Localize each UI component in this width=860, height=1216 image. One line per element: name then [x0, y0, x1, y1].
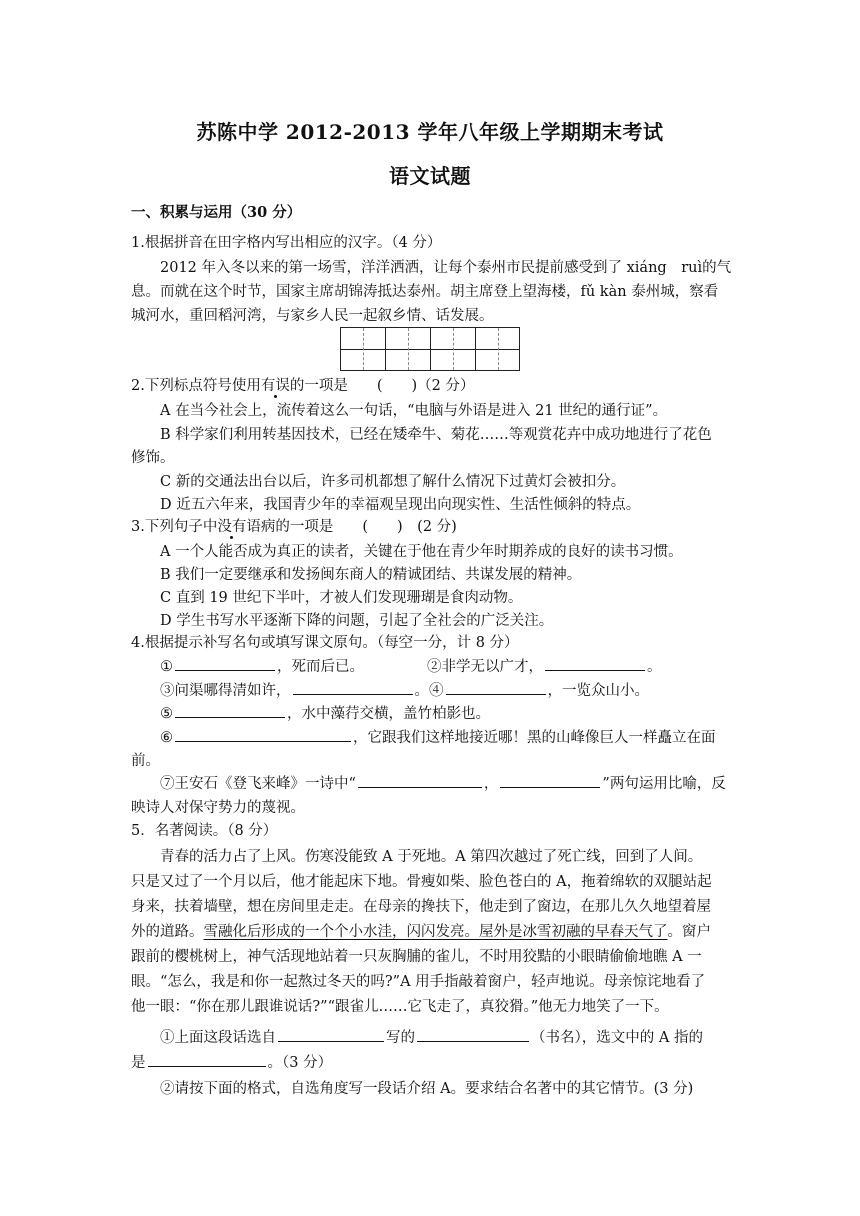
grid-cell-divider: [430, 328, 431, 370]
q2-option-c: C 新的交通法出台以后，许多司机都想了解什么情况下过黄灯会被扣分。: [160, 474, 626, 490]
q2-option-a: A 在当今社会上，流传着这么一句话，“电脑与外语是进入 21 世纪的通行证”。: [160, 403, 668, 419]
answer-blank[interactable]: [446, 680, 546, 695]
q1-line-2: 息。而就在这个时节，国家主席胡锦涛抵达泰州。胡主席登上望海楼，fǔ kàn 泰州城，察看: [131, 284, 719, 300]
q2-option-d: D 近五六年来，我国青少年的幸福观呈现出向现实性、生活性倾斜的特点。: [160, 497, 641, 513]
q4-item-2: ②非学无以广才， 。: [427, 656, 662, 678]
q4-item-7: ⑦王安石《登飞来峰》一诗中“ ， ”两句运用比喻，反: [160, 773, 726, 795]
q4-item-6: ⑥ ，它跟我们这样地接近哪！黑的山峰像巨人一样矗立在面: [160, 727, 716, 749]
answer-blank[interactable]: [278, 1027, 384, 1042]
q2-stem: 2.下列标点符号使用有误的一项是 ( )（2 分）: [131, 378, 475, 394]
grid-dashed-line: [498, 328, 499, 370]
q4-stem: 4.根据提示补写名句或填写课文原句。（每空一分，计 8 分）: [131, 635, 519, 651]
q4-item-1: ① ，死而后已。: [160, 656, 364, 678]
underlined-sentence: 雪融化后形成的一个个小水洼，闪闪发亮。屋外是冰雪初融的早春天气了: [203, 924, 668, 940]
q3-option-b: B 我们一定要继承和发扬闽东商人的精诚团结、共谋发展的精神。: [160, 567, 582, 583]
q5-passage-line: 他一眼：“你在那儿跟谁说话?”“跟雀儿……它飞走了，真狡猾。”他无力地笑了一下。: [131, 999, 669, 1015]
q3-stem: 3.下列句子中没有语病的一项是 ( ) (2 分): [131, 519, 457, 535]
q5-stem: 5．名著阅读。（8 分）: [131, 823, 278, 839]
answer-blank[interactable]: [417, 1027, 529, 1042]
q1-line-3: 城河水，重回稻河湾，与家乡人民一起叙乡情、话发展。: [131, 308, 494, 324]
q4-item-6-cont: 前。: [131, 753, 160, 769]
q2-option-b-cont: 修饰。: [131, 450, 175, 466]
answer-blank[interactable]: [545, 656, 645, 671]
q1-line-1: 2012 年入冬以来的第一场雪，洋洋洒洒，让每个泰州市民提前感受到了 xiáng ruì的气: [160, 260, 732, 276]
grid-dashed-line: [408, 328, 409, 370]
q3-option-d: D 学生书写水平逐渐下降的问题，引起了全社会的广泛关注。: [160, 613, 554, 629]
q5-sub-1: ①上面这段话选自 写的 （书名），选文中的 A 指的: [160, 1027, 703, 1049]
q4-item-7-cont: 映诗人对保守势力的蔑视。: [131, 800, 305, 816]
grid-cell-divider: [475, 328, 476, 370]
q3-option-c: C 直到 19 世纪下半叶，才被人们发现珊瑚是食肉动物。: [160, 590, 523, 606]
exam-subtitle: 语文试题: [389, 164, 471, 188]
answer-blank[interactable]: [175, 703, 285, 718]
answer-blank[interactable]: [293, 680, 413, 695]
answer-blank[interactable]: [148, 1052, 266, 1067]
answer-blank[interactable]: [500, 773, 600, 788]
grid-dashed-line: [363, 328, 364, 370]
q2-option-b: B 科学家们利用转基因技术，已经在矮牵牛、菊花……等观赏花卉中成功地进行了花色: [160, 427, 712, 443]
grid-dashed-line: [453, 328, 454, 370]
q5-passage-line: 青春的活力占了上风。伤寒没能致 A 于死地。A 第四次越过了死亡线，回到了人间。: [160, 849, 703, 865]
q5-passage-line: 眼。“怎么，我是和你一起熬过冬天的吗?”A 用手指敲着窗户，轻声地说。母亲惊诧地看了: [131, 974, 706, 990]
q5-sub-1-cont: 是 。（3 分）: [131, 1052, 332, 1074]
q1-stem: 1.根据拼音在田字格内写出相应的汉字。（4 分）: [131, 235, 442, 251]
q5-sub-2: ②请按下面的格式，自选角度写一段话介绍 A。要求结合名著中的其它情节。(3 分): [160, 1081, 694, 1097]
q5-passage-line: 跟前的樱桃树上，神气活现地站着一只灰胸脯的雀儿，不时用狡黠的小眼睛偷偷地瞧 A 一: [131, 949, 702, 965]
q4-item-3-4: ③问渠哪得清如许， 。④ ，一览众山小。: [160, 680, 649, 702]
answer-blank[interactable]: [175, 656, 275, 671]
q5-passage-line: 外的道路。雪融化后形成的一个个小水洼，闪闪发亮。屋外是冰雪初融的早春天气了。窗户: [131, 924, 711, 940]
q3-option-a: A 一个人能否成为真正的读者，关键在于他在青少年时期养成的良好的读书习惯。: [160, 544, 683, 560]
exam-title: 苏陈中学 2012-2013 学年八年级上学期期末考试: [196, 120, 664, 144]
q5-passage-line: 只是又过了一个月以后，他才能起床下地。骨瘦如柴、脸色苍白的 A，拖着绵软的双腿站起: [131, 874, 712, 890]
answer-blank[interactable]: [358, 773, 482, 788]
emphasis-dots: 没有: [217, 519, 247, 535]
grid-cell-divider: [385, 328, 386, 370]
answer-blank[interactable]: [175, 727, 351, 742]
tianzige-grid[interactable]: [340, 327, 520, 371]
q5-passage-line: 身来，扶着墙壁，想在房间里走走。在母亲的搀扶下，他走到了窗边，在那儿久久地望着屋: [131, 899, 711, 915]
section-heading: 一、积累与运用（30 分）: [131, 204, 302, 221]
emphasis-dots: 有误: [260, 378, 290, 394]
q4-item-5: ⑤ ，水中藻荇交横，盖竹柏影也。: [160, 703, 490, 725]
